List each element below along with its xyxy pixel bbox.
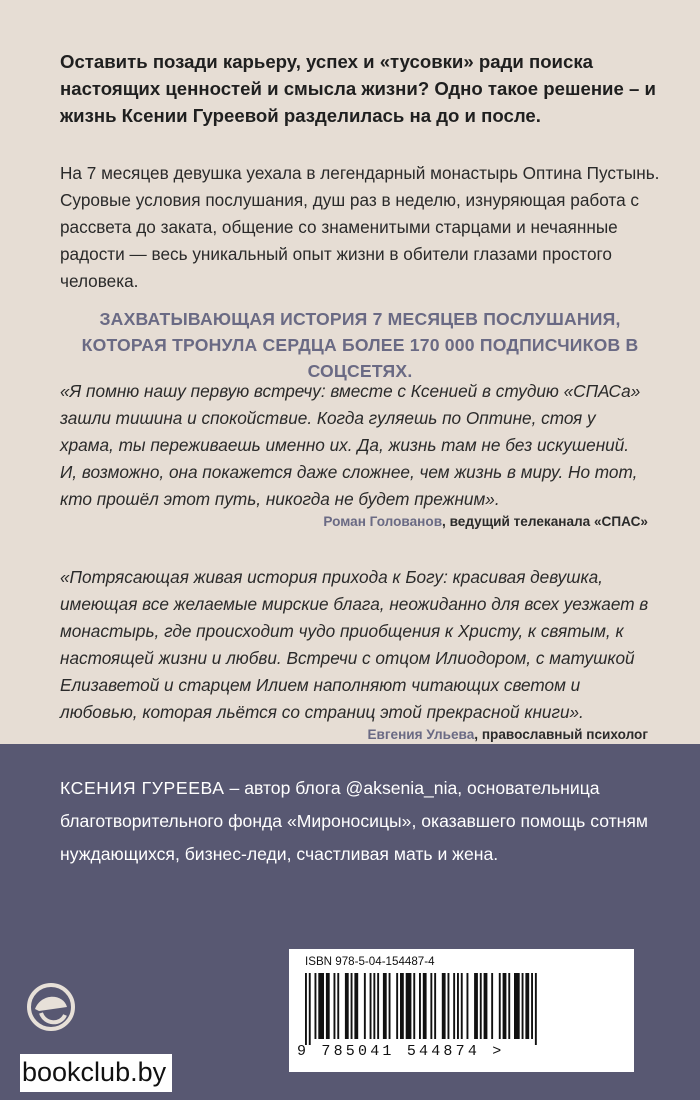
barcode-bar: [305, 973, 307, 1045]
description-paragraph: На 7 месяцев девушка уехала в легендарный монастырь Оптина Пустынь. Суровые условия послушания, душ раз в неделю, изнуряющая работа с рассвета до заката, общение со знаменитыми старцами и нечаянные радости — весь уникальный опыт жизни в обители глазами простого человека.: [60, 163, 660, 291]
barcode-bar: [461, 973, 463, 1039]
quote-2-role: , православный психолог: [474, 727, 648, 742]
barcode-bar: [370, 973, 372, 1039]
barcode-bar: [400, 973, 404, 1039]
barcode-bar: [351, 973, 353, 1039]
barcode-bar: [413, 973, 415, 1039]
quote-1-attribution: [323, 514, 648, 529]
ean-number: 9 785041 544874 >: [297, 1043, 505, 1060]
author-bio-text: – автор блога @aksenia_nia, основательница благотворительного фонда «Мироносицы», оказавшего помощь сотням нуждающихся, бизнес-леди, счастливая мать и жена.: [60, 778, 648, 864]
barcode: [289, 949, 634, 1072]
barcode-bar: [423, 973, 427, 1039]
barcode-bar: [337, 973, 339, 1039]
barcode-bar: [315, 973, 317, 1039]
barcode-bar: [434, 973, 436, 1039]
barcode-bar: [334, 973, 336, 1039]
barcode-bar: [373, 973, 375, 1039]
barcode-bar: [531, 973, 533, 1039]
barcode-bar: [467, 973, 469, 1039]
quote-2-attribution: [367, 727, 648, 742]
isbn-label: ISBN 978-5-04-154487-4: [305, 955, 435, 968]
barcode-bar: [396, 973, 398, 1039]
barcode-bar: [457, 973, 459, 1039]
barcode-bar: [430, 973, 432, 1039]
barcode-bar: [377, 973, 379, 1039]
barcode-bar: [514, 973, 520, 1039]
barcode-bar: [364, 973, 366, 1039]
watermark: bookclub.by: [20, 1054, 172, 1092]
barcode-bar: [480, 973, 482, 1039]
barcode-bar: [448, 973, 450, 1039]
barcode-bar: [419, 973, 421, 1039]
author-name: КСЕНИЯ ГУРЕЕВА: [60, 778, 225, 798]
barcode-bars: [299, 973, 624, 1045]
quote-1: «Я помню нашу первую встречу: вместе с Ксенией в студию «СПАСа» зашли тишина и спокойствие. Когда гуляешь по Оптине, стоя у храма, ты переживаешь именно их. Да, жизнь там не без искушений. И, возможно, она покажется даже сложнее, чем жизнь в миру. Но тот, кто прошёл этот путь, никогда не будет прежним».: [60, 381, 641, 509]
barcode-bar: [535, 973, 537, 1045]
barcode-bar: [318, 973, 324, 1039]
barcode-bar: [491, 973, 493, 1039]
barcode-bar: [484, 973, 488, 1039]
quote-1-role: , ведущий телеканала «СПАС»: [442, 514, 648, 529]
barcode-bar: [326, 973, 330, 1039]
barcode-bar: [309, 973, 311, 1045]
headline: ЗАХВАТЫВАЮЩАЯ ИСТОРИЯ 7 МЕСЯЦЕВ ПОСЛУШАНИЯ, КОТОРАЯ ТРОНУЛА СЕРДЦА БОЛЕЕ 170 000 ПОДПИСЧИКОВ В СОЦСЕТЯХ.: [81, 309, 639, 381]
barcode-bar: [345, 973, 349, 1039]
author-bio: [60, 772, 670, 871]
barcode-bar: [453, 973, 455, 1039]
barcode-bar: [499, 973, 501, 1039]
barcode-bar: [406, 973, 412, 1039]
barcode-bar: [354, 973, 358, 1039]
barcode-bar: [383, 973, 387, 1039]
lead-paragraph: Оставить позади карьеру, успех и «тусовки» ради поиска настоящих ценностей и смысла жизни? Одно такое решение – и жизнь Ксении Гуреевой разделилась на до и после.: [60, 51, 656, 126]
barcode-bar: [522, 973, 524, 1039]
eksmo-logo-icon: [27, 983, 75, 1031]
barcode-bar: [474, 973, 478, 1039]
barcode-bar: [508, 973, 510, 1039]
barcode-bar: [442, 973, 446, 1039]
barcode-bar: [503, 973, 507, 1039]
barcode-bar: [525, 973, 529, 1039]
barcode-bar: [389, 973, 391, 1039]
quote-1-author: Роман Голованов: [323, 514, 443, 529]
quote-2-author: Евгения Ульева: [367, 727, 475, 742]
quote-2: «Потрясающая живая история прихода к Богу: красивая девушка, имеющая все желаемые мирские блага, неожиданно для всех уезжает в монастырь, где происходит чудо приобщения к Христу, к святым, к настоящей жизни и любви. Встречи с отцом Илиодором, с матушкой Елизаветой и старцем Илием наполняют читающих светом и любовью, которая льётся со страниц этой прекрасной книги».: [60, 567, 649, 722]
